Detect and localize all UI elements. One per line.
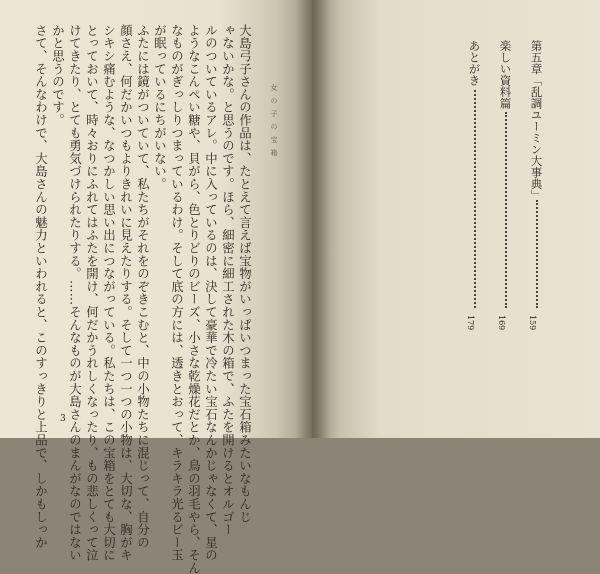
toc-entry: [499, 40, 513, 340]
body-line: ようなこんぺい糖や、貝がら、色とりどりのビーズ、小さな乾燥花だとか、鳥の羽毛やら、そん: [186, 24, 202, 574]
body-line: 大島弓子さんの作品は、たとえて言えば宝物がいっぱいつまった宝石箱みたいなもんじ: [237, 24, 253, 524]
toc-leader: [505, 112, 507, 308]
book-gutter: [296, 0, 330, 438]
toc-label: 第五章「乱調ユーミン大事典」: [529, 40, 544, 201]
toc-label: 楽しい資料篇: [498, 40, 513, 109]
body-line: ふたには鏡がついていて、私たちがそれをのぞきこむと、中の小物たちに混じって、自分の: [135, 24, 151, 549]
body-line: かと思うのです。: [50, 24, 66, 127]
toc-page-number: 169: [497, 315, 506, 331]
toc-leader: [474, 90, 476, 308]
toc-entry: [468, 40, 482, 340]
body-line: とっておいて、時々おりにふれてはふたを開け、何だかうれしくなったり、もの悲しくって泣: [84, 24, 100, 562]
body-line: さて、そんなわけで、大島さんの魅力といわれると、このすっきりと上品で、しかもしっか: [33, 24, 49, 549]
running-head: 女の子の宝箱: [270, 84, 278, 162]
page-number: 3: [60, 414, 66, 424]
toc-entry: [530, 40, 544, 340]
body-line: シキシ痛むような、なつかしい思い出につながっている。私たちは、この宝箱をとても大切に: [101, 24, 117, 562]
toc-page-number: 159: [528, 315, 537, 331]
body-line: なものがぎっしりつまっているわけ。そして底の方には、透きとおって、キラキラ光るビー玉: [169, 24, 185, 562]
right-page: [312, 0, 600, 438]
body-line: 顔さえ、何だかいつもよりきれいに見えたりする。そして一つ一つの小物は、大切な、胸がキ: [118, 24, 134, 562]
toc-label: あとがき: [467, 40, 482, 86]
body-line: が眠っているにちがいない。: [152, 24, 168, 191]
toc-page-number: 179: [466, 315, 475, 331]
body-line: ゃないかな。と思うのです。ほら、細密に細工された木の箱で、ふたを開けるとオルゴー: [220, 24, 236, 536]
body-line: けてきたり、とても勇気づけられたりする。……そんなものが大島さんのまんがなのではない: [67, 24, 83, 562]
body-line: ルのついているアレ。中に入っているのは、決して豪華で冷たい宝石なんかじゃなくて、星の: [203, 24, 219, 562]
toc-leader: [536, 200, 538, 308]
